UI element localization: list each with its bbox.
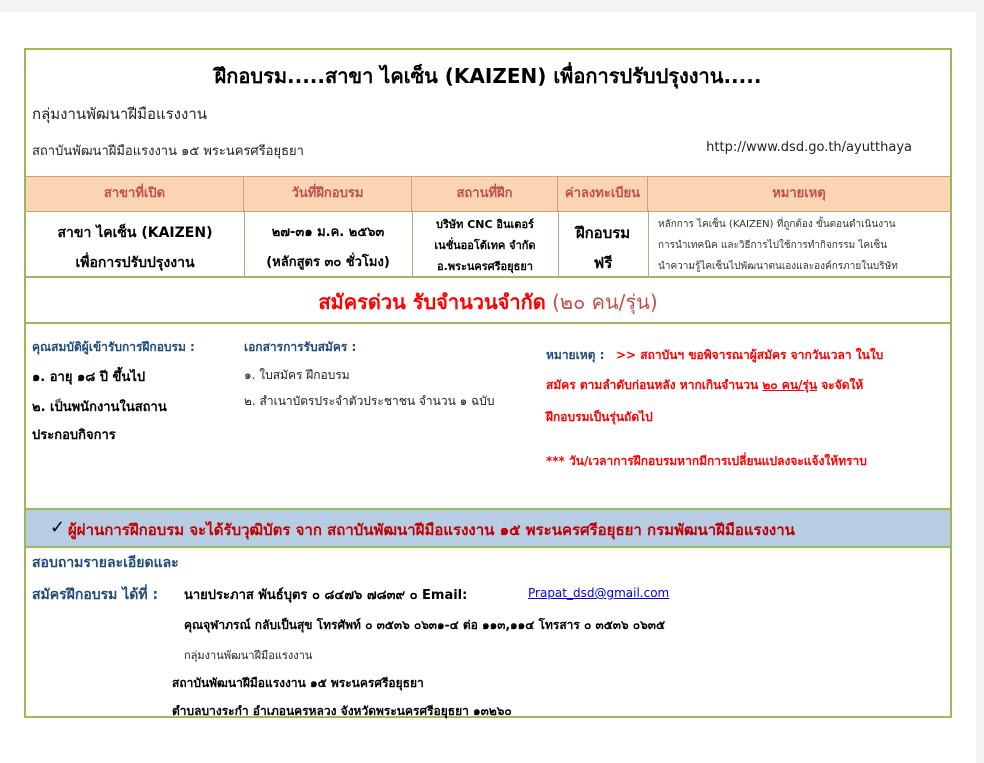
qualifications-heading: คุณสมบัติผู้เข้ารับการฝึกอบรม : bbox=[32, 340, 195, 354]
qualification-item: ๑. อายุ ๑๘ ปี ขึ้นไป bbox=[32, 370, 146, 385]
note-line: >> สถาบันฯ ขอพิจารณาผู้สมัคร จากวันเวลา ในใบ bbox=[616, 348, 884, 362]
group-name: กลุ่มงานพัฒนาฝีมือแรงงาน bbox=[32, 105, 208, 123]
certificate-text: ผู้ผ่านการฝึกอบรม จะได้รับวุฒิบัตร จาก สถาบันพัฒนาฝีมือแรงงาน ๑๕ พระนครศรีอยุธยา กรมพัฒนาฝีมือแรงงาน bbox=[68, 521, 795, 539]
document-item: ๑. ใบสมัคร ฝึกอบรม bbox=[244, 368, 350, 382]
contact-group: กลุ่มงานพัฒนาฝีมือแรงงาน bbox=[184, 649, 313, 662]
document-item: ๒. สำเนาบัตรประจำตัวประชาชน จำนวน ๑ ฉบับ bbox=[244, 394, 495, 408]
contact-institute: สถาบันพัฒนาฝีมือแรงงาน ๑๕ พระนครศรีอยุธยา bbox=[172, 676, 424, 690]
column-header-date: วันที่ฝึกอบรม bbox=[244, 177, 412, 211]
table-header bbox=[26, 176, 950, 212]
qualification-item: ๒. เป็นพนักงานในสถาน bbox=[32, 400, 167, 415]
document-sheet bbox=[0, 12, 976, 763]
column-divider bbox=[648, 210, 649, 276]
divider-line bbox=[26, 322, 950, 324]
contact-address: ตำบลบางระกำ อำเภอนครหลวง จังหวัดพระนครศรีอยุธยา ๑๓๒๖๐ bbox=[172, 704, 512, 718]
note-label: หมายเหตุ : bbox=[546, 348, 605, 362]
qualification-item: ประกอบกิจการ bbox=[32, 428, 116, 443]
column-header-course: สาขาที่เปิด bbox=[26, 177, 244, 211]
institute-name: สถาบันพัฒนาฝีมือแรงงาน ๑๕ พระนครศรีอยุธยา bbox=[32, 144, 304, 159]
table-cell-place: บริษัท CNC อินเตอร์ เนชั่นออโต้เทค จำกัด อ.พระนครศรีอยุธยา bbox=[434, 218, 536, 273]
flyer-title: ฝึกอบรม.....สาขา ไคเซ็น (KAIZEN) เพื่อการปรับปรุงงาน..... bbox=[214, 64, 762, 88]
divider-line bbox=[26, 276, 950, 278]
table-cell-date: ๒๗-๓๑ ม.ค. ๒๕๖๓ (หลักสูตร ๓๐ ชั่วโมง) bbox=[266, 225, 390, 270]
column-header-place: สถานที่ฝึก bbox=[412, 177, 558, 211]
column-header-remark: หมายเหตุ bbox=[772, 186, 826, 201]
table-cell-remark: หลักการ ไคเซ็น (KAIZEN) ที่ถูกต้อง ขั้นตอนดำเนินงาน การนำเทคนิค และวิธีการไปใช้การทำกิจกรรม ไคเซ็น นำความรู้ไคเซ็นไปพัฒนาตนเองและองค์กรภายในบริษัท bbox=[658, 219, 898, 272]
class-size-limit: ๒๐ คน/รุ่น bbox=[762, 378, 818, 392]
urgent-text: สมัครด่วน รับจำนวนจำกัด bbox=[318, 290, 546, 314]
table-cell-fee: ฝึกอบรม ฟรี bbox=[575, 224, 631, 272]
contact-person-1: นายประภาส พันธ์บุตร ๐ ๘๔๗๖ ๗๘๓๙ ๐ Email: bbox=[184, 588, 468, 603]
urgent-limit: (๒๐ คน/รุ่น) bbox=[545, 290, 658, 314]
contact-person-2: คุณจุฬาภรณ์ กลับเป็นสุข โทรศัพท์ ๐ ๓๕๓๖ ๐๖๓๑-๔ ต่อ ๑๑๓,๑๑๔ โทรสาร ๐ ๓๕๓๖ ๐๖๓๕ bbox=[184, 618, 666, 632]
divider-line bbox=[26, 546, 950, 548]
table-cell-course: สาขา ไคเซ็น (KAIZEN) เพื่อการปรับปรุงงาน bbox=[57, 225, 213, 271]
column-header-fee: ค่าลงทะเบียน bbox=[558, 177, 648, 211]
apply-heading: สมัครฝึกอบรม ได้ที่ : bbox=[32, 587, 159, 603]
note-line: สมัคร ตามลำดับก่อนหลัง หากเกินจำนวน ๒๐ คน/รุ่น จะจัดให้ bbox=[546, 378, 864, 392]
check-icon: ✓ bbox=[50, 517, 66, 538]
inquiry-heading: สอบถามรายละเอียดและ bbox=[32, 555, 179, 571]
website-url[interactable]: http://www.dsd.go.th/ayutthaya bbox=[706, 140, 912, 155]
documents-heading: เอกสารการรับสมัคร : bbox=[244, 340, 357, 354]
email-link[interactable]: Prapat_dsd@gmail.com bbox=[528, 586, 670, 600]
schedule-change-note: *** วัน/เวลาการฝึกอบรมหากมีการเปลี่ยนแปลงจะแจ้งให้ทราบ bbox=[546, 454, 867, 468]
note-line: ฝึกอบรมเป็นรุ่นถัดไป bbox=[546, 410, 653, 424]
training-flyer bbox=[24, 48, 952, 718]
urgent-banner bbox=[26, 286, 950, 318]
